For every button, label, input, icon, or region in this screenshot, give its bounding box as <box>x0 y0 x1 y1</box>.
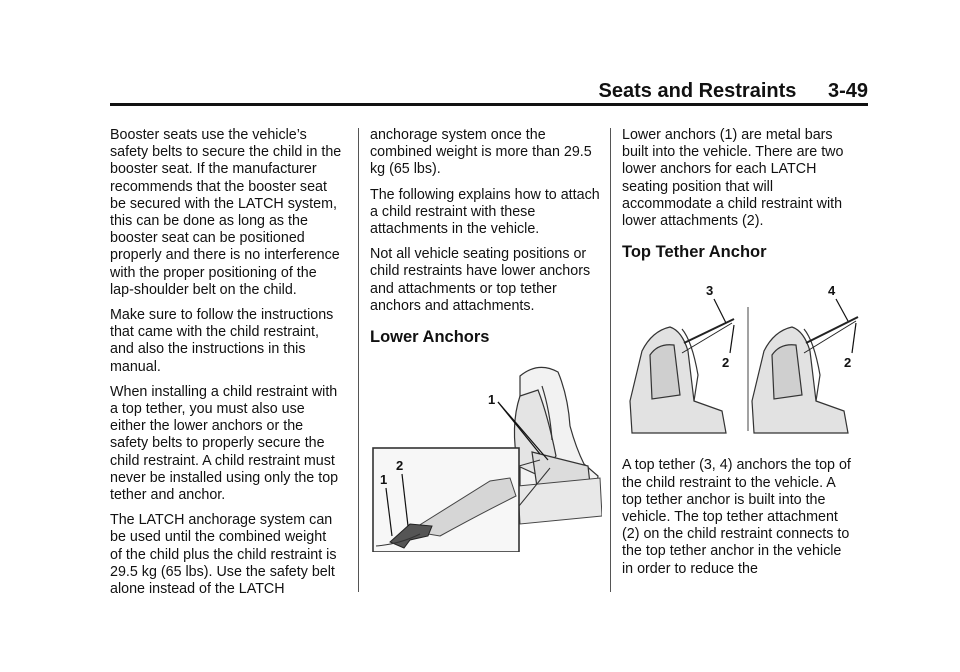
section-title: Seats and Restraints <box>598 80 797 102</box>
paragraph: When installing a child restraint with a top tether, you must also use either the lower anchors or the safety belts to properly secure the child restraint. A child restraint must never be installed using only the top tether and anchor. <box>110 383 339 504</box>
label-1: 1 <box>488 392 496 408</box>
paragraph: Lower anchors (1) are metal bars built into the vehicle. There are two lower anchors for each LATCH seating position that will accommodate a child restraint with lower attachments (2). <box>622 127 844 230</box>
label-1-inset: 1 <box>380 472 388 488</box>
paragraph: anchorage system once the combined weight is more than 29.5 kg (65 lbs). <box>370 127 592 178</box>
paragraph: Make sure to follow the instructions that came with the child restraint, and also the instructions in this manual. <box>110 307 334 375</box>
paragraph: Booster seats use the vehicle’s safety belts to secure the child in the booster seat. If the manufacturer recommends that the booster seat be secured with the LATCH system, this can be done as long as the booster seat can be positioned properly and there is no interference with the proper positioning of the lap-shoulder belt on the child. <box>110 127 342 298</box>
lower-anchors-heading: Lower Anchors <box>370 328 490 347</box>
label-2: 2 <box>396 458 404 474</box>
paragraph: The following explains how to attach a child restraint with these attachments in the vehicle. <box>370 186 600 238</box>
column-2 <box>370 127 602 552</box>
page-number: 3-49 <box>827 80 868 102</box>
column-divider <box>358 128 359 592</box>
label-3: 3 <box>706 283 714 299</box>
column-divider <box>610 128 611 592</box>
column-1 <box>110 127 342 606</box>
top-tether-heading: Top Tether Anchor <box>622 243 767 262</box>
header-rule <box>110 103 868 106</box>
top-tether-illustration <box>622 271 862 449</box>
page-header <box>110 80 868 104</box>
column-3 <box>622 127 854 586</box>
paragraph: Not all vehicle seating positions or child restraints have lower anchors and attachments or top tether anchors and attachments. <box>370 246 591 314</box>
label-4: 4 <box>828 283 836 299</box>
label-2-left: 2 <box>722 355 730 371</box>
lower-anchors-illustration <box>370 356 602 552</box>
label-2-right: 2 <box>844 355 852 371</box>
paragraph: The LATCH anchorage system can be used until the combined weight of the child plus the child restraint is 29.5 kg (65 lbs). Use the safety belt alone instead of the LATCH <box>110 512 337 598</box>
paragraph: A top tether (3, 4) anchors the top of the child restraint to the vehicle. A top tether anchor is built into the vehicle. The top tether attachment (2) on the child restraint connects to the top tether anchor in the vehicle in order to reduce the <box>622 457 851 577</box>
